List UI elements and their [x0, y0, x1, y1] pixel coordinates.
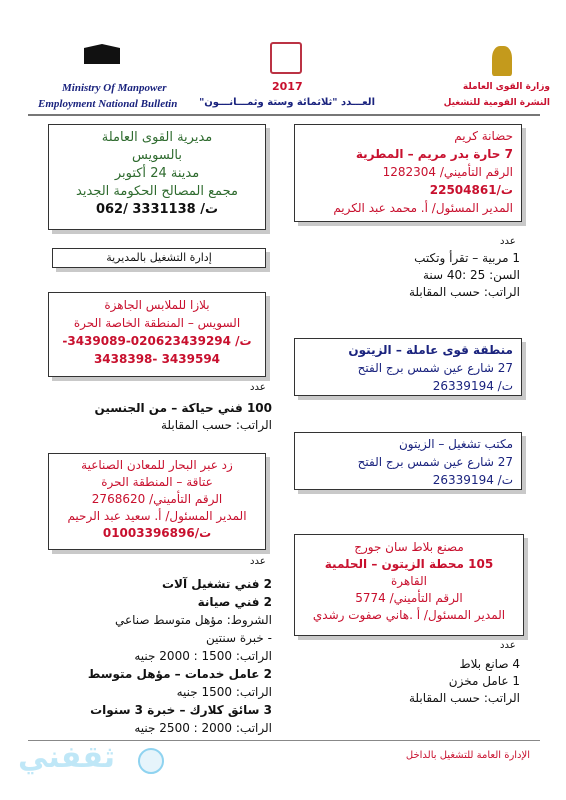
crest-logo	[492, 46, 512, 76]
header	[0, 0, 566, 118]
manager: المدير المسئول/ أ .هاني صفوت رشدي	[312, 608, 506, 622]
right-office1-box	[294, 338, 522, 396]
left-jobs2	[70, 575, 272, 737]
insurance-number: الرقم التأميني/ 5774	[355, 591, 463, 605]
salary: الراتب: 1500 جنيه	[176, 685, 272, 699]
manager: المدير المسئول/ أ. محمد عبد الكريم	[333, 201, 513, 215]
company-phone: ت/01003396896	[102, 526, 212, 540]
company-name: زد عبر البحار للمعادن الصناعية	[81, 458, 233, 472]
company-address: 105 محطة الزيتون – الحلمية	[324, 557, 494, 571]
requirements: - خبرة سنتين	[206, 631, 272, 645]
salary: الراتب: 1500 : 2000 جنيه	[134, 649, 272, 663]
footer-text: الإدارة العامة للتشغيل بالداخل	[405, 750, 530, 761]
requirements: الشروط: مؤهل متوسط صناعي	[114, 613, 272, 627]
office-line: مديرية القوى العاملة	[101, 130, 213, 145]
office-phone: ت/ 26339194	[432, 473, 513, 487]
left-jobs1	[84, 400, 272, 434]
left-count-label-1: عدد	[250, 382, 266, 393]
age: السن: 25 :40 سنة	[422, 268, 520, 282]
right-jobs2	[380, 656, 520, 707]
ministry-ar: وزارة القوى العاملة	[462, 82, 550, 92]
office-line: مدينة 24 أكتوبر	[114, 166, 200, 181]
lightbulb-icon	[138, 748, 164, 774]
company-phone: ت/22504861	[429, 183, 513, 197]
office-address: 27 شارع عين شمس برج الفتح	[357, 361, 513, 375]
year: 2017	[272, 80, 303, 93]
company-name: مصنع بلاط سان جورج	[354, 540, 464, 554]
issue-number: العـــدد "ثلاثمائة وستة وثمـــانـــون"	[199, 97, 375, 108]
office-phone: ت/ 26339194	[432, 379, 513, 393]
bulletin-en: Employment National Bulletin	[38, 98, 178, 110]
manager: المدير المسئول/ أ. سعيد عبد الرحيم	[67, 509, 247, 523]
right-company1-box	[294, 124, 522, 222]
salary: الراتب: حسب المقابلة	[160, 418, 272, 432]
company-name: بلازا للملابس الجاهزة	[104, 298, 210, 312]
company-phone: 3439594 -3438398	[93, 352, 221, 366]
job-item: 1 عامل مخزن	[448, 674, 520, 688]
right-company2-box	[294, 534, 524, 636]
office-name: مكتب تشغيل – الزيتون	[398, 437, 513, 451]
left-company1-box	[48, 292, 266, 377]
office-line: بالسويس	[131, 148, 183, 163]
salary: الراتب: 2000 : 2500 جنيه	[134, 721, 272, 735]
bulletin-logo	[270, 42, 302, 74]
company-line: عتاقة – المنطقة الحرة	[101, 475, 213, 489]
job-item: 4 صانع بلاط	[459, 657, 520, 671]
right-jobs1	[340, 250, 520, 301]
company-name: حضانة كريم	[454, 129, 513, 143]
right-count-label-2: عدد	[500, 640, 516, 651]
right-office2-box	[294, 432, 522, 490]
job-item: 2 فني تشغيل آلات	[162, 577, 272, 591]
left-label-box	[52, 248, 266, 268]
salary: الراتب: حسب المقابلة	[408, 285, 520, 299]
left-company2-box	[48, 453, 266, 550]
right-count-label-1: عدد	[500, 236, 516, 247]
job-item: 100 فني حياكة – من الجنسين	[94, 401, 272, 415]
office-phone: ت/ 3331138 /062	[95, 202, 219, 217]
bulletin-ar: النشرة القومية للتشغيل	[443, 98, 550, 108]
insurance-number: الرقم التأميني/ 1282304	[382, 165, 513, 179]
company-phone: ت/ 020623439294-3439089-	[62, 334, 252, 348]
watermark-logo	[18, 738, 188, 784]
flag-logo	[84, 44, 120, 64]
job-item: 3 سائق كلارك – خبرة 3 سنوات	[90, 703, 272, 717]
ministry-en: Ministry Of Manpower	[62, 82, 167, 94]
company-address: 7 حارة بدر مريم – المطرية	[355, 147, 513, 161]
job-item: 2 فني صيانة	[197, 595, 272, 609]
office-address: 27 شارع عين شمس برج الفتح	[357, 455, 513, 469]
left-label: إدارة التشغيل بالمديرية	[106, 251, 212, 264]
job-item: 1 مربية – تقرأ وتكتب	[414, 251, 520, 265]
insurance-number: الرقم التأميني/ 2768620	[91, 492, 223, 506]
company-line: السويس – المنطقة الخاصة الحرة	[73, 316, 241, 330]
header-divider	[28, 114, 540, 116]
watermark-text: ثقفني	[18, 740, 116, 775]
office-line: مجمع المصالح الحكومة الجديد	[76, 184, 238, 199]
salary: الراتب: حسب المقابلة	[408, 691, 520, 705]
left-count-label-2: عدد	[250, 556, 266, 567]
left-office-box	[48, 124, 266, 230]
office-name: منطقة قوى عاملة – الزيتون	[348, 343, 513, 357]
company-city: القاهرة	[391, 574, 427, 588]
job-item: 2 عامل خدمات – مؤهل متوسط	[87, 667, 272, 681]
